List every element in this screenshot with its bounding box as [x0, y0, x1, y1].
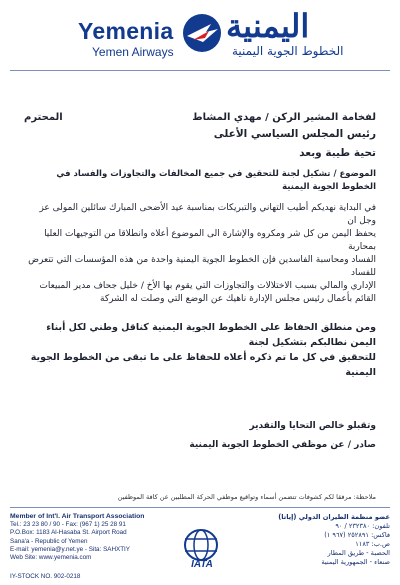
brand-subtitle-ar: الخطوط الجوية اليمنية: [232, 44, 344, 58]
footer-line-ar: صنعاء - الجمهورية اليمنية: [321, 558, 390, 566]
body-line: الفساد ومحاسبة الفاسدين فإن الخطوط الجوية اليمنية واحدة من هذه المؤسسات التي تتعرض للفساد: [28, 255, 376, 278]
body-line: الإداري والمالي بسبب الاختلالات والتجاوزات التي يقوم بها الأخ / خليل جحاف مدير المبيعات: [39, 281, 376, 291]
footer-line-ar: تلفون: ٢٣٢٣٨٠ / ٩٠: [335, 522, 390, 530]
stock-number: IY-STOCK NO. 902-0218: [10, 573, 81, 580]
footer-line-ar: فاكس: ٢٥٢٨٩١ (٩٦٧ ١): [324, 531, 390, 539]
footer-line-en: Sana'a - Republic of Yemen: [10, 537, 88, 545]
body-line: القائم بأعمال رئيس مجلس الإدارة ناهيك عن الوضع التي وصلت له الشركة: [100, 294, 376, 304]
falcon-emblem-icon: [181, 12, 223, 54]
footer-contact-en: [10, 513, 160, 562]
letterhead: [0, 0, 400, 70]
brand-subtitle-en: Yemen Airways: [92, 45, 174, 59]
brand-name-en: Yemenia: [78, 18, 174, 44]
addressee-title: رئيس المجلس السياسي الأعلى: [213, 128, 376, 140]
body-line: في البداية نهديكم أطيب التهاني والتبريكات بمناسبة عيد الأضحى المبارك سائلين المولى عز وجل ان: [39, 203, 376, 226]
honorific: المحترم: [24, 112, 63, 123]
iata-globe-icon: [175, 527, 227, 563]
footer-line-en: E-mail: yemenia@y.net.ye - Sita: SAHXTIY: [10, 545, 131, 553]
iata-label: IATA: [191, 559, 213, 570]
closing: وتقبلو خالص التحايا والتقدير: [249, 421, 376, 431]
header-divider: [10, 70, 390, 71]
addressee-row: [24, 112, 376, 128]
addressee: لفخامة المشير الركن / مهدي المشاط: [192, 112, 376, 123]
greeting: تحية طيبة وبعد: [299, 147, 376, 159]
footer-line-en: Web Site: www.yemenia.com: [10, 554, 92, 562]
attachment-note: ملاحظة: مرفقا لكم كشوفات تتضمن أسماء وتواقيع موظفي الحركة المطلبين عن كافة الموظفين: [117, 493, 376, 501]
footer-contact-ar: [240, 513, 390, 567]
letter-body: [24, 112, 376, 502]
subject-line: الموضوع / تشكيل لجنة للتحقيق في جميع المخالفات والتجاوزات والفساد في الخطوط الجوية اليمنية: [56, 169, 376, 192]
footer-line-ar: عضو منظمة الطيران الدولي (إياتا): [278, 513, 390, 521]
signature: صادر / عن موظفي الخطوط الجوية اليمنية: [189, 440, 376, 450]
body-line: يحفظ اليمن من كل شر ومكروه والإشارة الى الموضوع أعلاه وانطلاقا من التوجيهات العليا بمحاربة: [44, 229, 376, 252]
footer-divider: [10, 507, 390, 508]
footer-line-ar: ص.ب: ١١٨٣: [355, 540, 390, 548]
demand-line: ومن منطلق الحفاظ على الخطوط الجوية اليمنية كناقل وطني لكل أبناء اليمن نطالبكم بتشكيل لجنة: [46, 322, 376, 348]
footer-line-ar: الحصبة - طريق المطار: [327, 549, 390, 557]
footer-line-en: P.O.Box: 1183 Al-Hasaba St. Airport Road: [10, 529, 127, 537]
footer-line-en: Tel.: 23 23 80 / 90 - Fax: (967 1) 25 28 91: [10, 521, 126, 529]
footer-line-en: Member of Int'l. Air Transport Association: [10, 513, 145, 520]
demand-line: للتحقيق في كل ما تم ذكره أعلاه للحفاظ على ما تبقى من الخطوط الجوية اليمنية: [30, 352, 376, 378]
brand-name-ar: اليمنية: [226, 7, 310, 45]
